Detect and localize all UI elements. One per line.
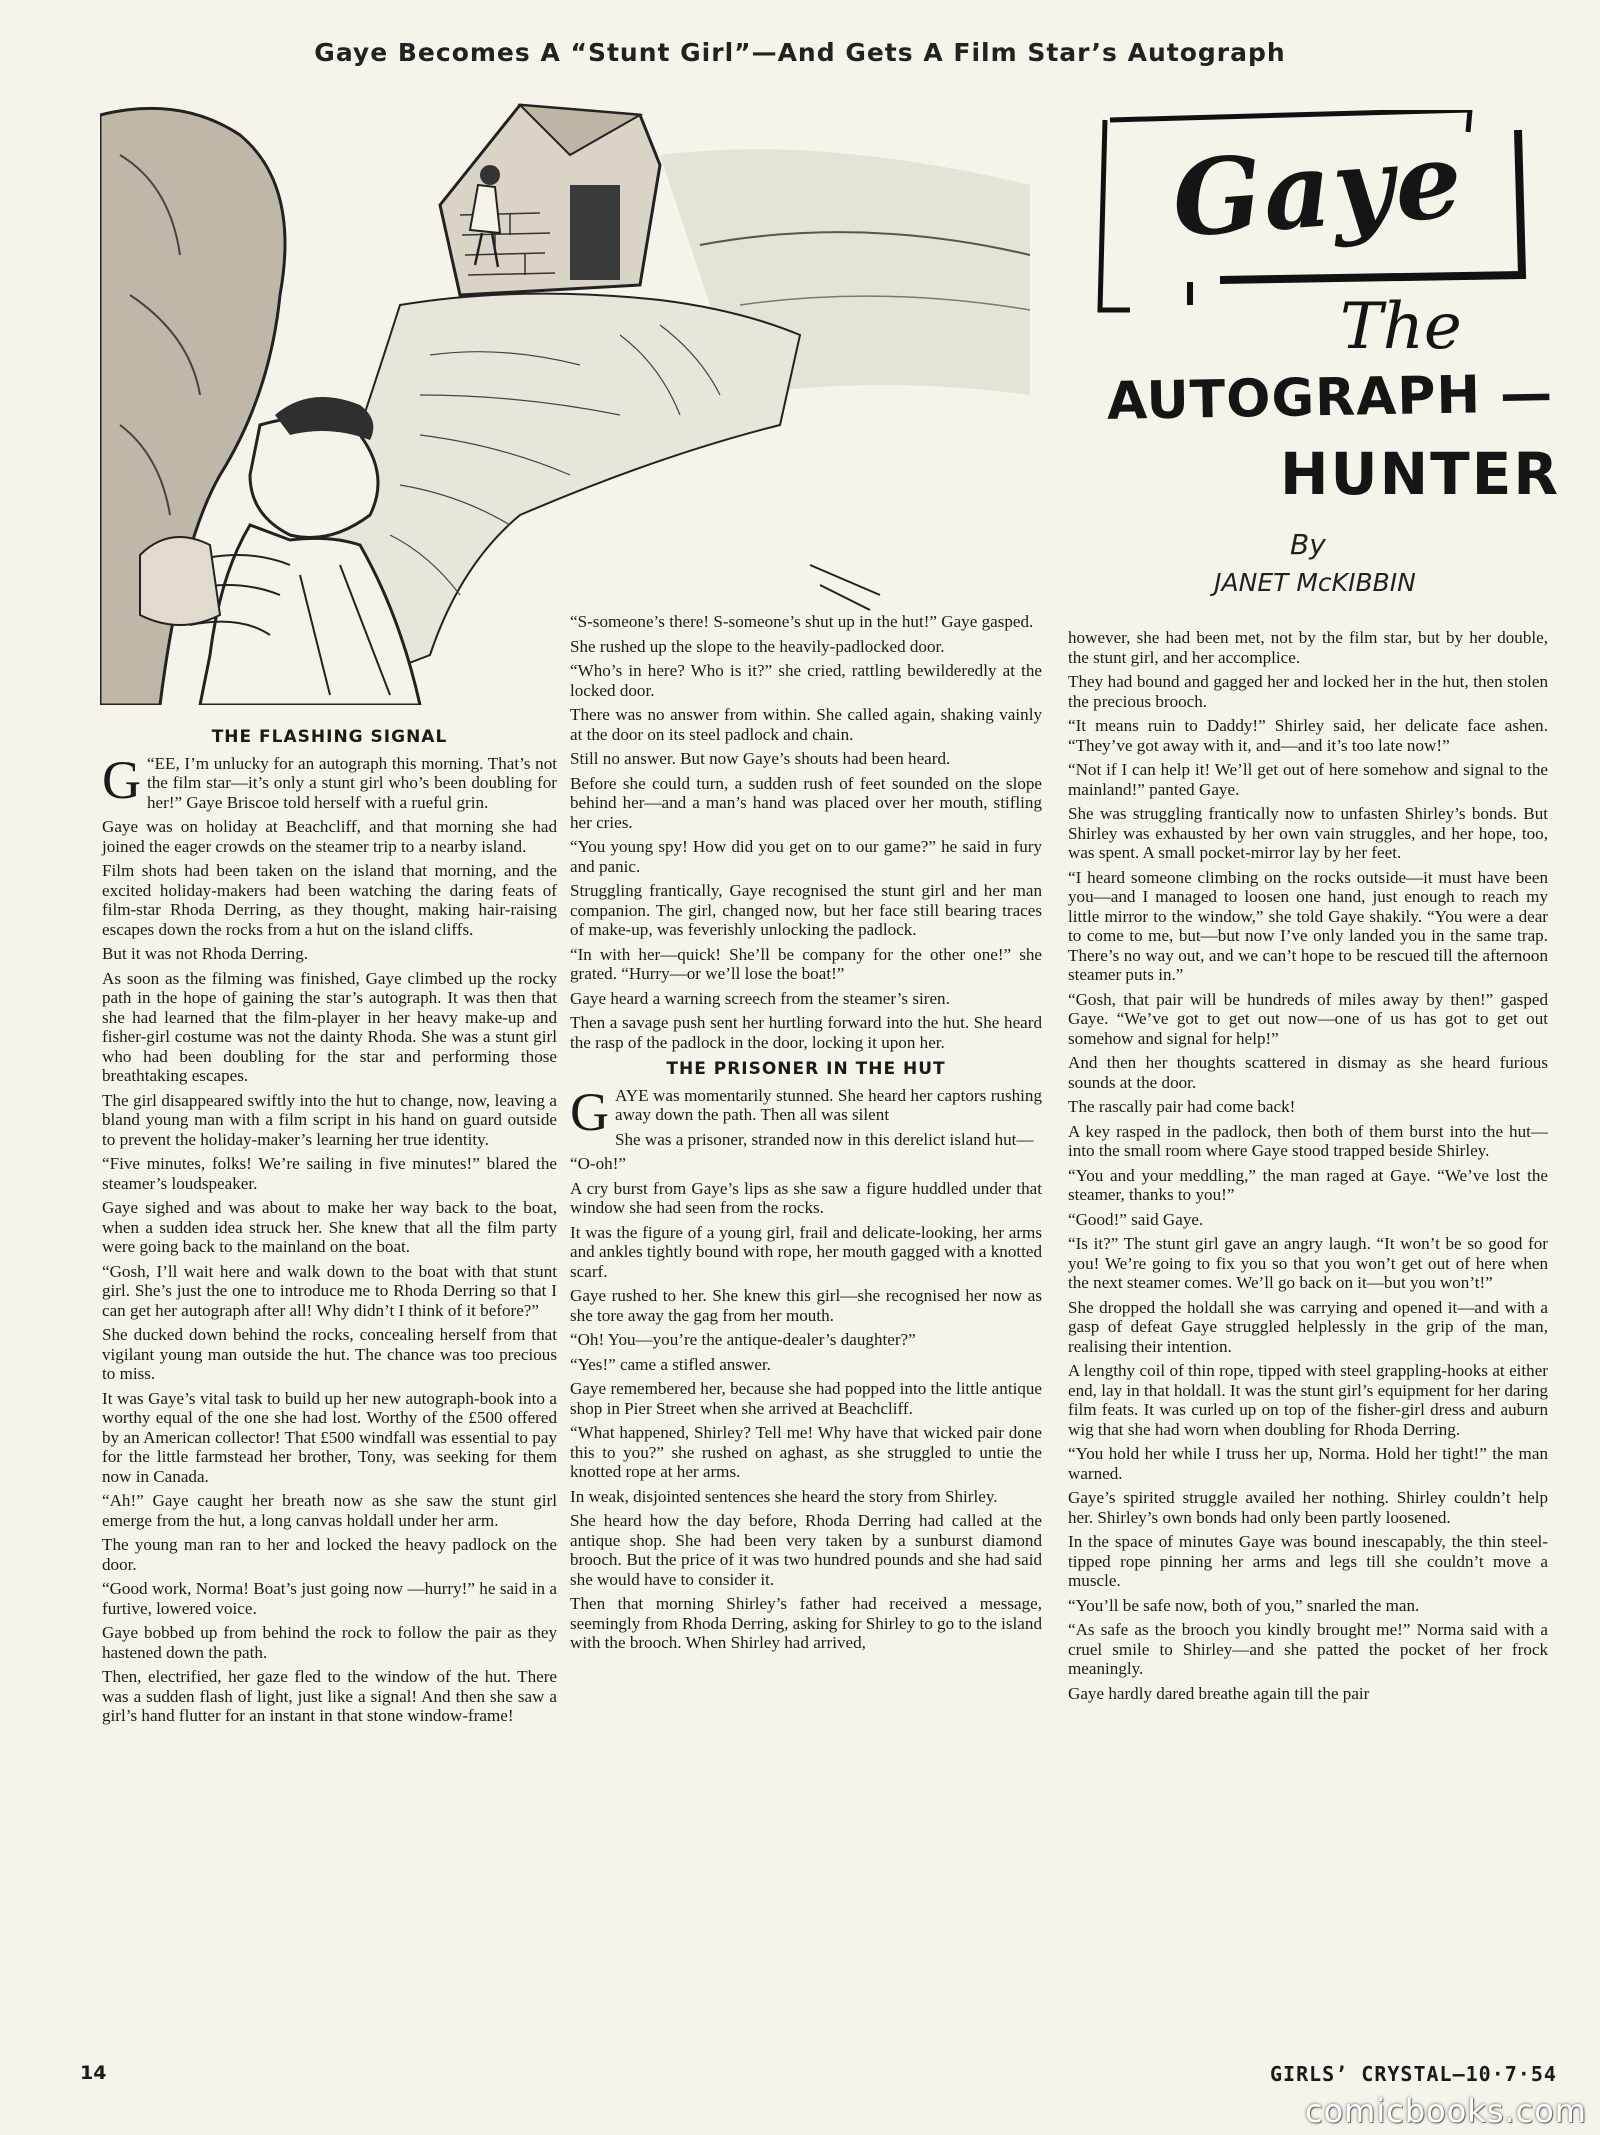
paragraph: Gaye sighed and was about to make her way back to the boat, when a sudden idea struck her. She knew that all the film party were going back to the mainland on the boat. xyxy=(102,1198,557,1256)
paragraph: Struggling frantically, Gaye recognised the stunt girl and her man companion. The girl, changed now, but her face still bearing traces of make-up, was feverishly unlocking the padlock. xyxy=(570,881,1042,939)
paragraph: “Gosh, that pair will be hundreds of miles away by then!” gasped Gaye. “We’ve got to get out now—one of us has got to get out somehow and signal for help!” xyxy=(1068,989,1548,1048)
paragraph: however, she had been met, not by the film star, but by her double, the stunt girl, and her accomplice. xyxy=(1068,628,1548,667)
story-column-1 xyxy=(102,720,557,2030)
paragraph: She dropped the holdall she was carrying and opened it—and with a gasp of defeat Gaye struggled helplessly in the grip of the man, realising their intention. xyxy=(1068,1297,1548,1356)
paragraph: Then a savage push sent her hurtling forward into the hut. She heard the rasp of the padlock in the door, locking it upon her. xyxy=(570,1013,1042,1052)
paragraph: But it was not Rhoda Derring. xyxy=(102,944,309,963)
paragraph: Gaye’s spirited struggle availed her nothing. Shirley couldn’t help her. Shirley’s own bonds had only been partly loosened. xyxy=(1068,1488,1548,1527)
paragraph: It was Gaye’s vital task to build up her new autograph-book into a worthy equal of the one she had lost. Worthy of the £500 offered by an American collector! That £500 windfall was essential to pay for the little farmstead her brother, Tony, was seeking for them now in Canada. xyxy=(102,1388,557,1486)
paragraph: Gaye hardly dared breathe again till the pair xyxy=(1068,1683,1370,1703)
section-heading-prisoner-in-hut: THE PRISONER IN THE HUT xyxy=(666,1059,946,1079)
paragraph: Gaye bobbed up from behind the rock to follow the pair as they hastened down the path. xyxy=(102,1623,557,1662)
site-watermark: comicbooks.com xyxy=(1305,2092,1588,2130)
paragraph: Then that morning Shirley’s father had received a message, seemingly from Rhoda Derring, asking for Shirley to go to the island with the brooch. When Shirley had arrived, xyxy=(570,1594,1042,1652)
paragraph: “You’ll be safe now, both of you,” snarled the man. xyxy=(1068,1595,1420,1615)
paragraph: Then, electrified, her gaze fled to the window of the hut. There was a sudden flash of light, just like a signal! And then she saw a girl’s hand flutter for an instant in that stone window-frame! xyxy=(102,1667,557,1725)
paragraph: And then her thoughts scattered in dismay as she heard furious sounds at the door. xyxy=(1068,1053,1548,1092)
section-heading-flashing-signal: THE FLASHING SIGNAL xyxy=(211,727,448,747)
paragraph: She was a prisoner, stranded now in this derelict island hut— xyxy=(615,1129,1034,1149)
paragraph: In weak, disjointed sentences she heard the story from Shirley. xyxy=(570,1486,998,1506)
paragraph: As soon as the filming was finished, Gaye climbed up the rocky path in the hope of gaining the star’s autograph. It was then that she had learned that the film-player in her heavy make-up and fisher-girl costume was not the dainty Rhoda. She was a stunt girl who had been doubling for the star and performing those breathtaking escapes. xyxy=(102,968,557,1085)
paragraph: A cry burst from Gaye’s lips as she saw a figure huddled under that window she had seen from the rocks. xyxy=(570,1178,1042,1217)
paragraph: The rascally pair had come back! xyxy=(1068,1097,1296,1116)
paragraph: In the space of minutes Gaye was bound inescapably, the thin steel-tipped rope pinning her arms and legs till she couldn’t move a muscle. xyxy=(1068,1532,1548,1590)
paragraph: She heard how the day before, Rhoda Derring had called at the antique shop. She had been very taken by a sunburst diamond brooch. But the price of it was two hundred pounds and she had said she would have to consider it. xyxy=(570,1511,1042,1589)
paragraph: Gaye was on holiday at Beachcliff, and that morning she had joined the eager crowds on the steamer trip to a nearby island. xyxy=(102,817,557,856)
paragraph: The young man ran to her and locked the heavy padlock on the door. xyxy=(102,1535,557,1574)
paragraph: Still no answer. But now Gaye’s shouts had been heard. xyxy=(570,749,951,768)
paragraph: A lengthy coil of thin rope, tipped with steel grappling-hooks at either end, lay in that holdall. It was the stunt girl’s equipment for her daring film feats. It was curled up on top of the fisher-girl dress and auburn wig that she had worn when doubling for Rhoda Derring. xyxy=(1068,1361,1548,1439)
byline-author: JANET McKIBBIN xyxy=(1214,568,1416,597)
paragraph: “As safe as the brooch you kindly brought me!” Norma said with a cruel smile to Shirley—and she patted the pocket of her frock meaningly. xyxy=(1068,1620,1548,1678)
paragraph: “What happened, Shirley? Tell me! Why have that wicked pair done this to you?” she rushed on aghast, as she struggled to untie the knotted rope at her arms. xyxy=(570,1423,1042,1481)
paragraph: They had bound and gagged her and locked her in the hut, then stolen the precious brooch. xyxy=(1068,672,1548,711)
page-banner: Gaye Becomes A “Stunt Girl”—And Gets A Film Star’s Autograph xyxy=(314,38,1286,67)
paragraph: It was the figure of a young girl, frail and delicate-looking, her arms and ankles tightly bound with rope, her mouth gagged with a knotted scarf. xyxy=(570,1222,1042,1281)
drop-cap: G xyxy=(570,1081,609,1142)
paragraph: “Is it?” The stunt girl gave an angry laugh. “It won’t be so good for you! We’re going to fix you so that you won’t get out of here when the next steamer comes. We’ll go back on it—but you won’t!” xyxy=(1068,1234,1548,1292)
paragraph: She ducked down behind the rocks, concealing herself from that vigilant young man outside the hut. The chance was too precious to miss. xyxy=(102,1325,557,1383)
paragraph: She rushed up the slope to the heavily-padlocked door. xyxy=(570,636,945,656)
title-gaye: Gaye xyxy=(1168,118,1468,261)
story-column-3 xyxy=(1068,628,1548,2033)
paragraph: The girl disappeared swiftly into the hut to change, now, leaving a bland young man with a film script in his hand on guard outside to prevent the holiday-maker’s learning her true identity. xyxy=(102,1090,557,1149)
paragraph: Gaye remembered her, because she had popped into the little antique shop in Pier Street when she arrived at Beachcliff. xyxy=(570,1379,1042,1418)
paragraph: “Oh! You—you’re the antique-dealer’s daughter?” xyxy=(570,1330,916,1349)
paragraph: “O-oh!” xyxy=(570,1154,626,1173)
title-hunter: HUNTER xyxy=(1280,440,1561,508)
paragraph: Gaye heard a warning screech from the steamer’s siren. xyxy=(570,988,950,1008)
paragraph: Before she could turn, a sudden rush of feet sounded on the slope behind her—and a man’s hand was placed over her mouth, stifling her cries. xyxy=(570,773,1042,832)
paragraph: Gaye rushed to her. She knew this girl—she recognised her now as she tore away the gag from her mouth. xyxy=(570,1286,1042,1325)
paragraph: “Ah!” Gaye caught her breath now as she saw the stunt girl emerge from the hut, a long canvas holdall under her arm. xyxy=(102,1491,557,1530)
paragraph: Film shots had been taken on the island that morning, and the excited holiday-makers had been watching the daring feats of film-star Rhoda Derring, as they thought, making hair-raising escapes down the rocks from a hut on the island cliffs. xyxy=(102,861,557,939)
paragraph: “Gosh, I’ll wait here and walk down to the boat with that stunt girl. She’s just the one to introduce me to Rhoda Derring so that I can get her autograph after all! Why didn’t I think of it before?” xyxy=(102,1261,557,1320)
page-number: 14 xyxy=(80,2062,107,2084)
byline-by: By xyxy=(1290,528,1326,561)
paragraph: “Who’s in here? Who is it?” she cried, rattling bewilderedly at the locked door. xyxy=(570,661,1042,700)
paragraph: “In with her—quick! She’ll be company for the other one!” she grated. “Hurry—or we’ll lose the boat!” xyxy=(570,944,1042,983)
paragraph: There was no answer from within. She called again, shaking vainly at the door on its steel padlock and chain. xyxy=(570,705,1042,744)
paragraph: “Five minutes, folks! We’re sailing in five minutes!” blared the steamer’s loudspeaker. xyxy=(102,1154,557,1193)
paragraph: “Yes!” came a stifled answer. xyxy=(570,1354,771,1374)
paragraph: “Good work, Norma! Boat’s just going now —hurry!” he said in a furtive, lowered voice. xyxy=(102,1579,557,1618)
paragraph: “Not if I can help it! We’ll get out of here somehow and signal to the mainland!” panted Gaye. xyxy=(1068,760,1548,799)
paragraph: “You and your meddling,” the man raged at Gaye. “We’ve lost the steamer, thanks to you!” xyxy=(1068,1165,1548,1204)
paragraph-text: AYE was momentarily stunned. She heard her captors rushing away down the path. Then all was silent xyxy=(615,1085,1042,1124)
title-the: The xyxy=(1340,290,1462,364)
magazine-issue: GIRLS’ CRYSTAL—10·7·54 xyxy=(1270,2062,1557,2086)
paragraph: “It means ruin to Daddy!” Shirley said, her delicate face ashen. “They’ve got away with it, and—and it’s too late now!” xyxy=(1068,716,1548,755)
paragraph: “You hold her while I truss her up, Norma. Hold her tight!” the man warned. xyxy=(1068,1444,1548,1483)
paragraph-text: “EE, I’m unlucky for an autograph this morning. That’s not the film star—it’s only a stunt girl who’s been doubling for her!” Gaye Briscoe told herself with a rueful grin. xyxy=(147,753,557,812)
title-autograph: AUTOGRAPH — xyxy=(1106,364,1554,432)
paragraph: “I heard someone climbing on the rocks outside—it must have been you—and I managed to loosen one hand, just enough to reach my little mirror to the window,” she told Gaye shakily. “You were a dear to come to me, but—but now I’ve only landed you in the same trap. There’s no way out, and we can’t hope to be rescued till the afternoon steamer puts in.” xyxy=(1068,867,1548,984)
paragraph: “You young spy! How did you get on to our game?” he said in fury and panic. xyxy=(570,837,1042,876)
story-column-2 xyxy=(570,612,1042,2032)
paragraph: “Good!” said Gaye. xyxy=(1068,1209,1204,1229)
paragraph: A key rasped in the padlock, then both of them burst into the hut—into the small room where Gaye stood trapped beside Shirley. xyxy=(1068,1121,1548,1160)
paragraph xyxy=(102,749,557,813)
drop-cap: G xyxy=(102,749,141,810)
paragraph: “S-someone’s there! S-someone’s shut up in the hut!” Gaye gasped. xyxy=(570,612,1034,631)
paragraph: She was struggling frantically now to unfasten Shirley’s bonds. But Shirley was exhausted by her own vain struggles, and her hope, too, was spent. A small pocket-mirror lay by her feet. xyxy=(1068,804,1548,862)
